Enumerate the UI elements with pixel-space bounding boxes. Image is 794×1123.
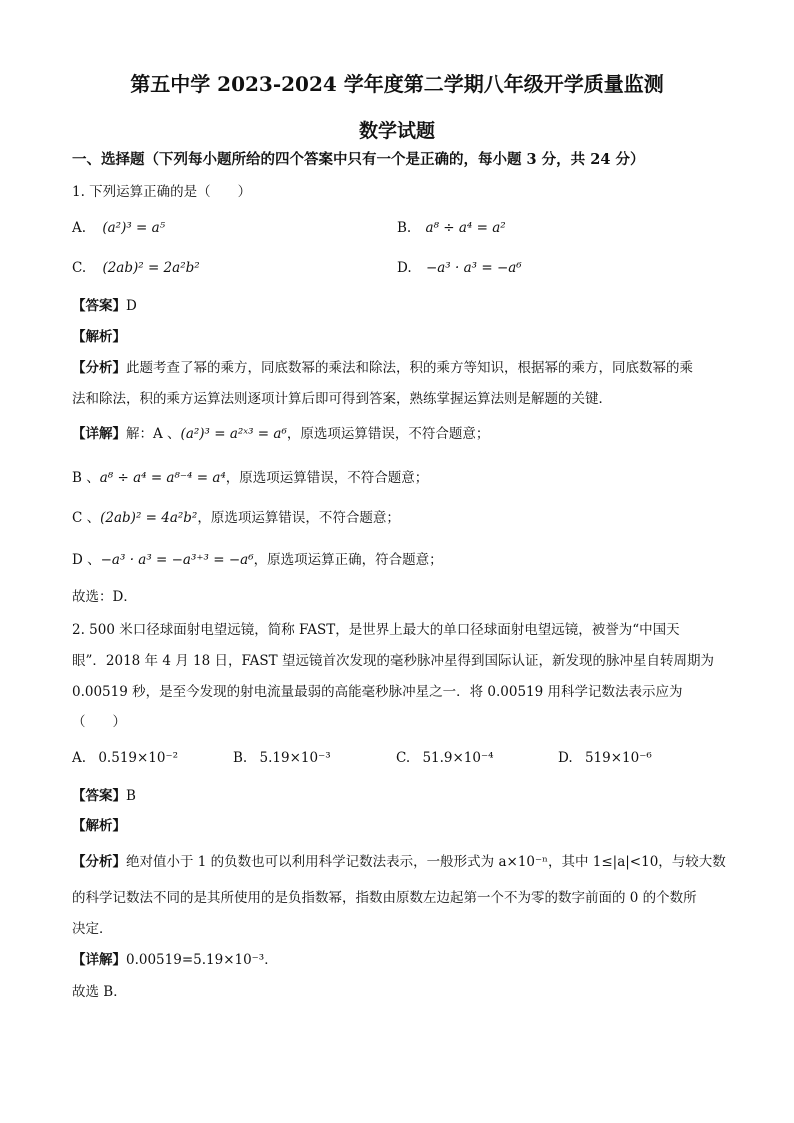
question-2-line-2: 眼”．2018 年 4 月 18 日，FAST 望远镜首次发现的毫秒脉冲星得到国际认证，新发现的脉冲星自转周期为: [72, 653, 714, 669]
fenxi-text: 绝对值小于 1 的负数也可以利用科学记数法表示，一般形式为 a×10⁻ⁿ，其中 1≤|a|<10，与较大数: [126, 854, 726, 870]
option-label: B.: [397, 220, 412, 236]
option-label: A.: [72, 220, 87, 236]
fenxi-text: 此题考查了幂的乘方，同底数幂的乘法和除法，积的乘方等知识，根据幂的乘方，同底数幂的乘: [126, 360, 693, 376]
detail-prefix: 解：A 、: [126, 426, 181, 442]
answer-tag: 【答案】: [72, 298, 126, 314]
detail-prefix: C 、: [72, 510, 101, 526]
answer-tag: 【答案】: [72, 788, 126, 804]
q1-detail-a: [72, 424, 489, 444]
question-1-stem: 1. 下列运算正确的是（ ）: [72, 184, 252, 200]
detail-tag: 【详解】: [72, 952, 126, 968]
detail-text: ，原选项运算错误，不符合题意；: [286, 426, 490, 442]
detail-expression: (a²)³ = a²ˣ³ = a⁶: [180, 426, 287, 442]
q1-detail-b: [72, 468, 428, 488]
detail-text: ，原选项运算错误，不符合题意；: [197, 510, 400, 526]
q2-conclusion: 故选 B．: [72, 984, 127, 1000]
option-label: C.: [396, 750, 411, 766]
option-label: A.: [72, 750, 87, 766]
option-expression: a⁸ ÷ a⁴ = a²: [425, 220, 506, 236]
option-expression: 0.519×10⁻²: [98, 750, 179, 766]
q1-detail-c: [72, 508, 400, 528]
detail-prefix: D 、: [72, 552, 101, 568]
q1-fenxi-line-2: 法和除法，积的乘方运算法则逐项计算后即可得到答案，熟练掌握运算法则是解题的关键．: [72, 391, 612, 407]
q2-option-c: [396, 748, 494, 768]
option-expression: 5.19×10⁻³: [259, 750, 331, 766]
q1-answer: [72, 296, 137, 316]
q1-option-d: [397, 258, 522, 278]
option-expression: (a²)³ = a⁵: [102, 220, 166, 236]
q1-analysis-tag: 【解析】: [72, 329, 126, 345]
q1-conclusion: 故选：D．: [72, 589, 137, 605]
q2-fenxi-line-2: 的科学记数法不同的是其所使用的是负指数幂，指数由原数左边起第一个不为零的数字前面的 0 的个数所: [72, 890, 697, 906]
q2-answer: [72, 786, 136, 806]
q1-option-b: [397, 218, 506, 238]
option-expression: (2ab)² = 2a²b²: [102, 260, 200, 276]
detail-expression: −a³ · a³ = −a³⁺³ = −a⁶: [100, 552, 254, 568]
detail-expression: (2ab)² = 4a²b²: [100, 510, 198, 526]
q1-option-c: [72, 258, 200, 278]
q2-option-b: [233, 748, 331, 768]
question-2-line-4: （ ）: [72, 714, 126, 730]
q1-detail-d: [72, 550, 443, 570]
detail-expression: a⁸ ÷ a⁴ = a⁸⁻⁴ = a⁴: [99, 470, 226, 486]
option-label: B.: [233, 750, 248, 766]
page-title: 第五中学 2023-2024 学年度第二学期八年级开学质量监测: [130, 72, 664, 96]
detail-text: ，原选项运算错误，不符合题意；: [225, 470, 429, 486]
option-expression: 519×10⁻⁶: [584, 750, 652, 766]
option-label: D.: [397, 260, 412, 276]
q1-fenxi-line-1: [72, 358, 693, 378]
option-label: C.: [72, 260, 87, 276]
option-expression: −a³ · a³ = −a⁶: [425, 260, 522, 276]
question-2-line-1: 2. 500 米口径球面射电望远镜，简称 FAST，是世界上最大的单口径球面射电望远镜，被誉为“中国天: [72, 622, 680, 638]
detail-tag: 【详解】: [72, 426, 126, 442]
answer-value: D: [126, 298, 137, 314]
option-label: D.: [558, 750, 573, 766]
detail-text: ，原选项运算正确，符合题意；: [253, 552, 443, 568]
q2-analysis-tag: 【解析】: [72, 818, 126, 834]
detail-prefix: B 、: [72, 470, 100, 486]
question-2-line-3: 0.00519 秒，是至今发现的射电流量最弱的高能毫秒脉冲星之一．将 0.00519 用科学记数法表示应为: [72, 684, 683, 700]
q2-option-a: [72, 748, 178, 768]
section-heading: 一、选择题（下列每小题所给的四个答案中只有一个是正确的，每小题 3 分，共 24 分）: [72, 151, 645, 168]
q2-detail: [72, 950, 278, 970]
q1-option-a: [72, 218, 165, 238]
fenxi-tag: 【分析】: [72, 854, 126, 870]
answer-value: B: [126, 788, 136, 804]
page-subtitle: 数学试题: [358, 120, 435, 142]
q2-fenxi-line-1: [72, 852, 726, 872]
fenxi-tag: 【分析】: [72, 360, 126, 376]
q2-fenxi-line-3: 决定．: [72, 921, 113, 937]
q2-option-d: [558, 748, 652, 768]
option-expression: 51.9×10⁻⁴: [422, 750, 494, 766]
detail-text: 0.00519=5.19×10⁻³．: [126, 952, 278, 968]
